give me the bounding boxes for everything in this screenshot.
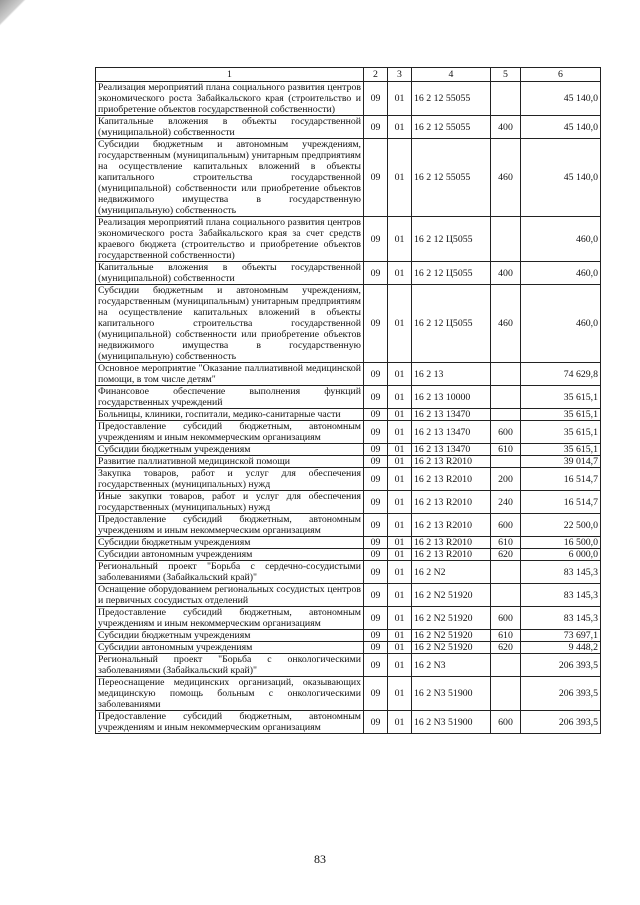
table-row — [96, 456, 601, 468]
row-subsection: 01 — [388, 217, 412, 262]
row-target-code: 16 2 12 Ц5055 — [412, 285, 491, 363]
row-expense-type: 620 — [491, 642, 521, 654]
header-col-3: 3 — [388, 68, 412, 82]
table-row — [96, 468, 601, 491]
row-amount: 83 145,3 — [521, 584, 601, 607]
row-section: 09 — [364, 537, 388, 549]
row-amount: 9 448,2 — [521, 642, 601, 654]
row-subsection: 01 — [388, 630, 412, 642]
table-row — [96, 630, 601, 642]
row-subsection: 01 — [388, 537, 412, 549]
table-header — [96, 68, 601, 82]
row-amount: 6 000,0 — [521, 549, 601, 561]
row-expense-type — [491, 82, 521, 116]
row-amount: 35 615,1 — [521, 409, 601, 421]
row-expense-type — [491, 677, 521, 711]
row-section: 09 — [364, 116, 388, 139]
row-expense-type — [491, 217, 521, 262]
row-section: 09 — [364, 421, 388, 444]
row-name: Предоставление субсидий бюджетным, автономным учреждениям и иным некоммерческим организациям — [96, 421, 364, 444]
row-amount: 206 393,5 — [521, 654, 601, 677]
row-amount: 460,0 — [521, 262, 601, 285]
row-expense-type: 460 — [491, 285, 521, 363]
table-row — [96, 561, 601, 584]
row-amount: 16 514,7 — [521, 468, 601, 491]
row-section: 09 — [364, 630, 388, 642]
row-expense-type — [491, 456, 521, 468]
row-section: 09 — [364, 285, 388, 363]
row-name: Развитие паллиативной медицинской помощи — [96, 456, 364, 468]
row-expense-type: 600 — [491, 421, 521, 444]
row-subsection: 01 — [388, 549, 412, 561]
row-target-code: 16 2 12 55055 — [412, 116, 491, 139]
table-row — [96, 386, 601, 409]
row-section: 09 — [364, 139, 388, 217]
row-section: 09 — [364, 654, 388, 677]
row-target-code: 16 2 12 Ц5055 — [412, 217, 491, 262]
table-row — [96, 116, 601, 139]
row-target-code: 16 2 13 R2010 — [412, 456, 491, 468]
row-name: Предоставление субсидий бюджетным, автономным учреждениям и иным некоммерческим организациям — [96, 514, 364, 537]
row-section: 09 — [364, 584, 388, 607]
row-name: Субсидии бюджетным и автономным учреждениям, государственным (муниципальным) унитарным предприятиям на осуществление капитальных вложений в объекты капитального строительства государственной (муниципальной) собственности или приобретение объектов недвижимого имущества в государственную (муниципальную) собственность — [96, 139, 364, 217]
row-amount: 83 145,3 — [521, 561, 601, 584]
row-expense-type: 620 — [491, 549, 521, 561]
table-row — [96, 607, 601, 630]
row-target-code: 16 2 N2 51920 — [412, 607, 491, 630]
header-col-5: 5 — [491, 68, 521, 82]
row-subsection: 01 — [388, 386, 412, 409]
row-expense-type — [491, 363, 521, 386]
row-name: Капитальные вложения в объекты государственной (муниципальной) собственности — [96, 116, 364, 139]
row-expense-type — [491, 409, 521, 421]
header-col-1: 1 — [96, 68, 364, 82]
header-col-6: 6 — [521, 68, 601, 82]
table-row — [96, 82, 601, 116]
row-amount: 39 014,7 — [521, 456, 601, 468]
table-row — [96, 677, 601, 711]
page-number: 83 — [314, 852, 326, 866]
header-row — [96, 68, 601, 82]
row-name: Реализация мероприятий плана социального развития центров экономического роста Забайкальского края за счет средств краевого бюджета (строительство и приобретение объектов государственной собственности) — [96, 217, 364, 262]
table-row — [96, 491, 601, 514]
row-name: Субсидии бюджетным учреждениям — [96, 537, 364, 549]
budget-table — [95, 67, 601, 734]
row-amount: 16 500,0 — [521, 537, 601, 549]
row-name: Оснащение оборудованием региональных сосудистых центров и первичных сосудистых отделений — [96, 584, 364, 607]
row-amount: 460,0 — [521, 217, 601, 262]
row-subsection: 01 — [388, 677, 412, 711]
row-target-code: 16 2 13 R2010 — [412, 549, 491, 561]
table-row — [96, 285, 601, 363]
row-target-code: 16 2 N2 — [412, 561, 491, 584]
table-row — [96, 537, 601, 549]
row-target-code: 16 2 12 55055 — [412, 82, 491, 116]
row-target-code: 16 2 12 Ц5055 — [412, 262, 491, 285]
row-target-code: 16 2 13 R2010 — [412, 514, 491, 537]
row-name: Основное мероприятие "Оказание паллиативной медицинской помощи, в том числе детям" — [96, 363, 364, 386]
row-amount: 83 145,3 — [521, 607, 601, 630]
row-amount: 45 140,0 — [521, 116, 601, 139]
row-section: 09 — [364, 217, 388, 262]
table-row — [96, 363, 601, 386]
row-subsection: 01 — [388, 444, 412, 456]
row-target-code: 16 2 N3 51900 — [412, 711, 491, 734]
row-section: 09 — [364, 444, 388, 456]
row-amount: 460,0 — [521, 285, 601, 363]
row-subsection: 01 — [388, 409, 412, 421]
row-name: Субсидии бюджетным учреждениям — [96, 630, 364, 642]
row-section: 09 — [364, 363, 388, 386]
row-expense-type — [491, 654, 521, 677]
row-section: 09 — [364, 409, 388, 421]
row-target-code: 16 2 13 10000 — [412, 386, 491, 409]
row-subsection: 01 — [388, 654, 412, 677]
row-section: 09 — [364, 677, 388, 711]
row-section: 09 — [364, 711, 388, 734]
table-row — [96, 654, 601, 677]
row-expense-type — [491, 561, 521, 584]
row-name: Предоставление субсидий бюджетным, автономным учреждениям и иным некоммерческим организациям — [96, 711, 364, 734]
row-amount: 22 500,0 — [521, 514, 601, 537]
row-name: Финансовое обеспечение выполнения функций государственных учреждений — [96, 386, 364, 409]
row-amount: 206 393,5 — [521, 711, 601, 734]
row-amount: 74 629,8 — [521, 363, 601, 386]
table-row — [96, 139, 601, 217]
row-subsection: 01 — [388, 607, 412, 630]
row-expense-type — [491, 386, 521, 409]
row-expense-type: 610 — [491, 444, 521, 456]
row-subsection: 01 — [388, 363, 412, 386]
row-subsection: 01 — [388, 456, 412, 468]
row-subsection: 01 — [388, 561, 412, 584]
header-col-2: 2 — [364, 68, 388, 82]
table-row — [96, 642, 601, 654]
table-row — [96, 711, 601, 734]
row-subsection: 01 — [388, 139, 412, 217]
row-name: Субсидии автономным учреждениям — [96, 549, 364, 561]
row-expense-type: 400 — [491, 116, 521, 139]
row-section: 09 — [364, 262, 388, 285]
row-expense-type: 240 — [491, 491, 521, 514]
row-name: Переоснащение медицинских организаций, оказывающих медицинскую помощь больным с онкологическими заболеваниями — [96, 677, 364, 711]
table-row — [96, 584, 601, 607]
table-row — [96, 444, 601, 456]
row-section: 09 — [364, 491, 388, 514]
row-expense-type: 600 — [491, 607, 521, 630]
row-amount: 45 140,0 — [521, 82, 601, 116]
row-section: 09 — [364, 468, 388, 491]
row-section: 09 — [364, 456, 388, 468]
row-name: Закупка товаров, работ и услуг для обеспечения государственных (муниципальных) нужд — [96, 468, 364, 491]
row-subsection: 01 — [388, 584, 412, 607]
table-row — [96, 409, 601, 421]
row-expense-type: 400 — [491, 262, 521, 285]
row-name: Субсидии автономным учреждениям — [96, 642, 364, 654]
row-section: 09 — [364, 514, 388, 537]
row-name: Региональный проект "Борьба с сердечно-сосудистыми заболеваниями (Забайкальский край)" — [96, 561, 364, 584]
table-row — [96, 262, 601, 285]
row-name: Субсидии бюджетным и автономным учреждениям, государственным (муниципальным) унитарным предприятиям на осуществление капитальных вложений в объекты капитального строительства государственной (муниципальной) собственности или приобретение объектов недвижимого имущества в государственную (муниципальную) собственность — [96, 285, 364, 363]
row-expense-type: 600 — [491, 711, 521, 734]
row-target-code: 16 2 13 13470 — [412, 409, 491, 421]
row-subsection: 01 — [388, 262, 412, 285]
row-section: 09 — [364, 549, 388, 561]
row-amount: 45 140,0 — [521, 139, 601, 217]
row-section: 09 — [364, 642, 388, 654]
row-target-code: 16 2 13 — [412, 363, 491, 386]
row-target-code: 16 2 13 R2010 — [412, 537, 491, 549]
row-amount: 206 393,5 — [521, 677, 601, 711]
row-amount: 73 697,1 — [521, 630, 601, 642]
row-name: Предоставление субсидий бюджетным, автономным учреждениям и иным некоммерческим организациям — [96, 607, 364, 630]
row-expense-type: 610 — [491, 630, 521, 642]
table-row — [96, 421, 601, 444]
row-section: 09 — [364, 82, 388, 116]
row-subsection: 01 — [388, 514, 412, 537]
budget-table-container — [95, 67, 600, 734]
row-target-code: 16 2 N3 51900 — [412, 677, 491, 711]
table-row — [96, 514, 601, 537]
row-name: Реализация мероприятий плана социального развития центров экономического роста Забайкальского края (строительство и приобретение объектов государственной собственности) — [96, 82, 364, 116]
row-subsection: 01 — [388, 711, 412, 734]
table-row — [96, 549, 601, 561]
row-amount: 16 514,7 — [521, 491, 601, 514]
row-name: Иные закупки товаров, работ и услуг для обеспечения государственных (муниципальных) нужд — [96, 491, 364, 514]
row-subsection: 01 — [388, 421, 412, 444]
row-target-code: 16 2 13 13470 — [412, 421, 491, 444]
row-target-code: 16 2 13 R2010 — [412, 491, 491, 514]
row-target-code: 16 2 N3 — [412, 654, 491, 677]
row-subsection: 01 — [388, 285, 412, 363]
row-name: Субсидии бюджетным учреждениям — [96, 444, 364, 456]
row-subsection: 01 — [388, 468, 412, 491]
row-target-code: 16 2 N2 51920 — [412, 584, 491, 607]
row-subsection: 01 — [388, 82, 412, 116]
row-target-code: 16 2 N2 51920 — [412, 642, 491, 654]
row-section: 09 — [364, 561, 388, 584]
row-target-code: 16 2 N2 51920 — [412, 630, 491, 642]
row-section: 09 — [364, 607, 388, 630]
row-expense-type: 460 — [491, 139, 521, 217]
row-expense-type: 200 — [491, 468, 521, 491]
row-expense-type: 610 — [491, 537, 521, 549]
row-section: 09 — [364, 386, 388, 409]
row-target-code: 16 2 12 55055 — [412, 139, 491, 217]
table-row — [96, 217, 601, 262]
row-name: Капитальные вложения в объекты государственной (муниципальной) собственности — [96, 262, 364, 285]
row-amount: 35 615,1 — [521, 421, 601, 444]
row-name: Региональный проект "Борьба с онкологическими заболеваниями (Забайкальский край)" — [96, 654, 364, 677]
row-amount: 35 615,1 — [521, 386, 601, 409]
row-expense-type — [491, 584, 521, 607]
row-subsection: 01 — [388, 491, 412, 514]
row-name: Больницы, клиники, госпитали, медико-санитарные части — [96, 409, 364, 421]
row-amount: 35 615,1 — [521, 444, 601, 456]
row-target-code: 16 2 13 13470 — [412, 444, 491, 456]
table-body — [96, 82, 601, 734]
row-subsection: 01 — [388, 642, 412, 654]
header-col-4: 4 — [412, 68, 491, 82]
row-subsection: 01 — [388, 116, 412, 139]
row-expense-type: 600 — [491, 514, 521, 537]
page-corner-fold — [0, 0, 26, 26]
row-target-code: 16 2 13 R2010 — [412, 468, 491, 491]
